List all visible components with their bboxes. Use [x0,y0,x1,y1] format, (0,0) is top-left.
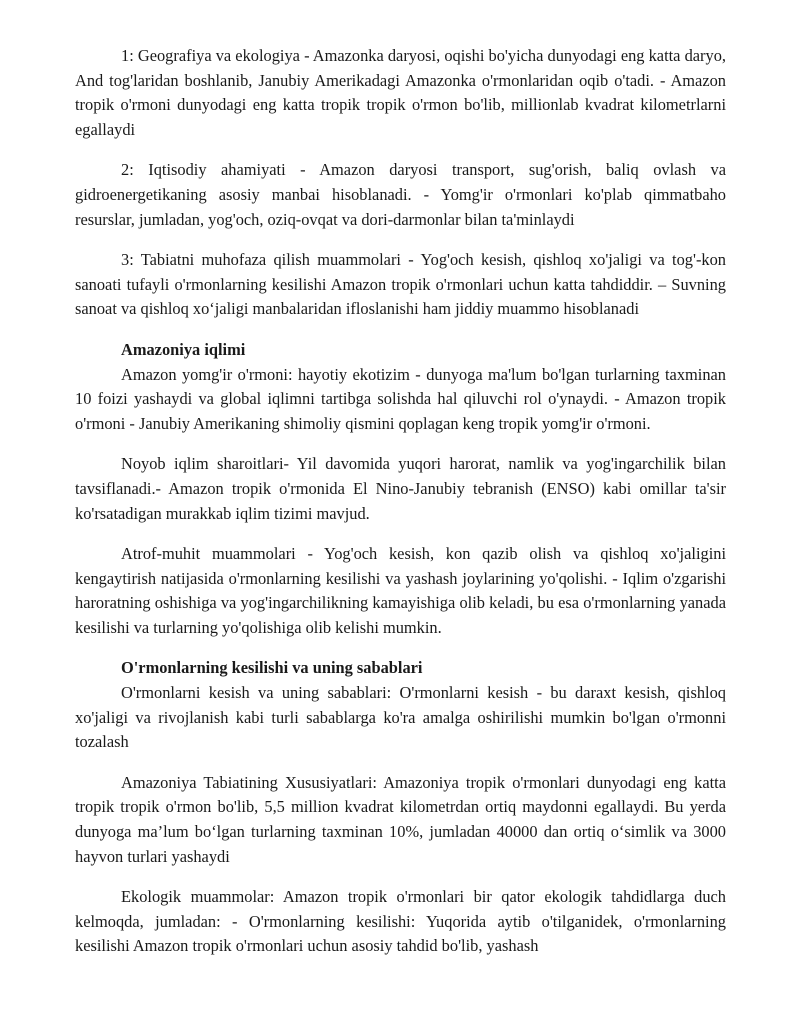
heading-deforestation: O'rmonlarning kesilishi va uning sabablari [121,658,423,678]
paragraph-geography: 1: Geografiya va ekologiya - Amazonka daryosi, oqishi bo'yicha dunyodagi eng katta daryo, And tog'laridan boshlanib, Janubiy Amerikadagi Amazonka o'rmonlaridan oqib o'tadi. - Amazon tropik o'rmoni dunyodagi eng katta tropik tropik o'rmon bo'lib, millionlab kvadrat kilometrlarni egallaydi [75,46,726,139]
paragraph-ecological-problems: Ekologik muammolar: Amazon tropik o'rmonlari bir qator ekologik tahdidlarga duch kelmoqda, jumladan: - O'rmonlarning kesilishi: Yuqorida aytib o'tilganidek, o'rmonlarning kesilishi Amazon tropik o'rmonlari uchun asosiy tahdid bo'lib, yashash [75,887,726,956]
paragraph-deforestation-causes: O'rmonlarni kesish va uning sabablari: O'rmonlarni kesish - bu daraxt kesish, qishloq xo'jaligi va rivojlanish kabi turli sabablarga ko'ra amalga oshirilishi mumkin bo'lgan o'rmonni tozalash [75,683,726,752]
paragraph-conservation: 3: Tabiatni muhofaza qilish muammolari - Yog'och kesish, qishloq xo'jaligi va tog'-kon sanoati tufayli o'rmonlarning kesilishi Amazon tropik o'rmonlari uchun katta tahdiddir. – Suvning sanoat va qishloq xo‘jaligi manbalaridan ifloslanishi ham jiddiy muammo hisoblanadi [75,250,726,319]
paragraph-economy: 2: Iqtisodiy ahamiyati - Amazon daryosi transport, sug'orish, baliq ovlash va gidroenergetikaning asosiy manbai hisoblanadi. - Yomg'ir o'rmonlari ko'plab qimmatbaho resurslar, jumladan, yog'och, oziq-ovqat va dori-darmonlar bilan ta'minlaydi [75,160,726,229]
paragraph-environmental-problems: Atrof-muhit muammolari - Yog'och kesish, kon qazib olish va qishloq xo'jaligini kengaytirish natijasida o'rmonlarning kesilishi va yashash joylarining yo'qolishi. - Iqlim o'zgarishi haroratning oshishiga va yog'ingarchilikning kamayishiga olib keladi, bu esa o'rmonlarning yanada kesilishi va turlarning yo'qolishiga olib kelishi mumkin. [75,544,726,637]
heading-climate: Amazoniya iqlimi [121,339,246,359]
paragraph-nature-features: Amazoniya Tabiatining Xususiyatlari: Amazoniya tropik o'rmonlari dunyodagi eng katta tropik tropik o'rmon bo'lib, 5,5 million kvadrat kilometrdan ortiq maydonni egallaydi. Bu yerda dunyoga ma’lum bo‘lgan turlarning taxminan 10%, jumladan 40000 dan ortiq o‘simlik va 3000 hayvon turlari yashaydi [75,772,726,866]
paragraph-climate-conditions: Noyob iqlim sharoitlari- Yil davomida yuqori harorat, namlik va yog'ingarchilik bilan tavsiflanadi.- Amazon tropik o'rmonida El Nino-Janubiy tebranish (ENSO) kabi omillar ta'sir ko'rsatadigan murakkab iqlim tizimi mavjud. [75,454,726,523]
paragraph-rainforest-ecosystem: Amazon yomg'ir o'rmoni: hayotiy ekotizim - dunyoga ma'lum bo'lgan turlarning taxminan 10 foizi yashaydi va global iqlimni tartibga solishda hal qiluvchi rol o'ynaydi. - Amazon tropik o'rmoni - Janubiy Amerikaning shimoliy qismini qoplagan keng tropik yomg'ir o'rmoni. [75,364,726,433]
